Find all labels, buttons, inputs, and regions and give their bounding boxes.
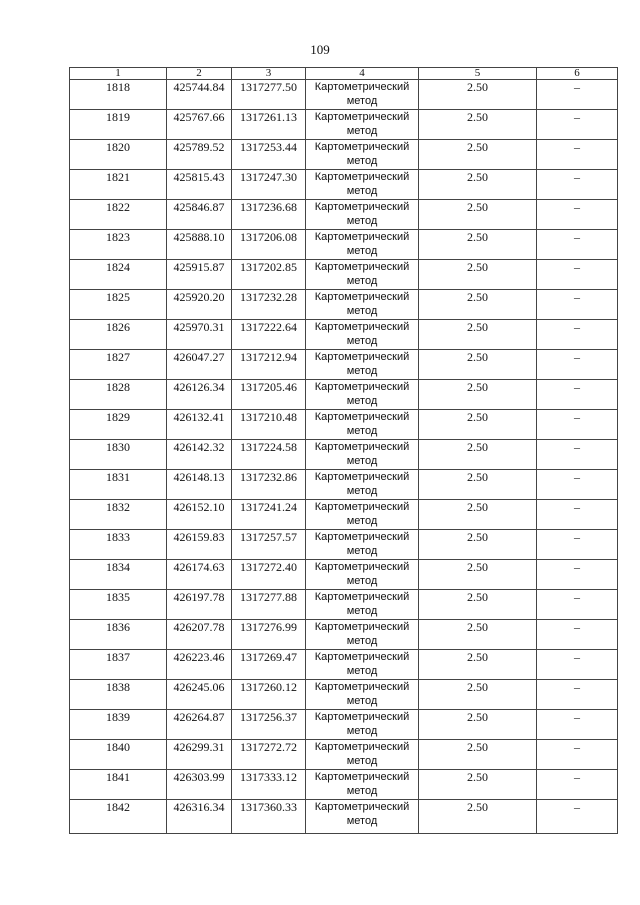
method-cell: Картометрический метод [306, 470, 419, 500]
note-cell: – [537, 260, 618, 290]
accuracy-cell: 2.50 [419, 710, 537, 740]
method-cell: Картометрический метод [306, 290, 419, 320]
note-cell: – [537, 410, 618, 440]
note-cell: – [537, 680, 618, 710]
coordinates-table [69, 67, 618, 834]
table-row [70, 320, 618, 350]
note-cell: – [537, 440, 618, 470]
accuracy-cell: 2.50 [419, 410, 537, 440]
accuracy-cell: 2.50 [419, 620, 537, 650]
accuracy-cell: 2.50 [419, 500, 537, 530]
method-cell: Картометрический метод [306, 560, 419, 590]
table-body [70, 80, 618, 834]
y-coordinate-cell: 1317224.58 [232, 440, 306, 470]
x-coordinate-cell: 426223.46 [167, 650, 232, 680]
method-cell: Картометрический метод [306, 680, 419, 710]
x-coordinate-cell: 426132.41 [167, 410, 232, 440]
y-coordinate-cell: 1317277.88 [232, 590, 306, 620]
point-number-cell: 1823 [70, 230, 167, 260]
table-row [70, 770, 618, 800]
table-row [70, 170, 618, 200]
x-coordinate-cell: 425767.66 [167, 110, 232, 140]
table-row [70, 650, 618, 680]
x-coordinate-cell: 426245.06 [167, 680, 232, 710]
point-number-cell: 1840 [70, 740, 167, 770]
x-coordinate-cell: 425888.10 [167, 230, 232, 260]
column-header: 3 [232, 68, 306, 80]
point-number-cell: 1825 [70, 290, 167, 320]
note-cell: – [537, 170, 618, 200]
x-coordinate-cell: 425915.87 [167, 260, 232, 290]
x-coordinate-cell: 425846.87 [167, 200, 232, 230]
point-number-cell: 1833 [70, 530, 167, 560]
x-coordinate-cell: 426126.34 [167, 380, 232, 410]
table-row [70, 140, 618, 170]
accuracy-cell: 2.50 [419, 110, 537, 140]
point-number-cell: 1831 [70, 470, 167, 500]
method-cell: Картометрический метод [306, 500, 419, 530]
table-row [70, 560, 618, 590]
x-coordinate-cell: 425970.31 [167, 320, 232, 350]
point-number-cell: 1841 [70, 770, 167, 800]
point-number-cell: 1838 [70, 680, 167, 710]
x-coordinate-cell: 426148.13 [167, 470, 232, 500]
method-cell: Картометрический метод [306, 440, 419, 470]
point-number-cell: 1820 [70, 140, 167, 170]
x-coordinate-cell: 426316.34 [167, 800, 232, 834]
x-coordinate-cell: 426299.31 [167, 740, 232, 770]
x-coordinate-cell: 425744.84 [167, 80, 232, 110]
method-cell: Картометрический метод [306, 650, 419, 680]
point-number-cell: 1821 [70, 170, 167, 200]
method-cell: Картометрический метод [306, 800, 419, 834]
accuracy-cell: 2.50 [419, 590, 537, 620]
y-coordinate-cell: 1317360.33 [232, 800, 306, 834]
table-row [70, 410, 618, 440]
table-row [70, 80, 618, 110]
accuracy-cell: 2.50 [419, 350, 537, 380]
y-coordinate-cell: 1317277.50 [232, 80, 306, 110]
y-coordinate-cell: 1317272.72 [232, 740, 306, 770]
note-cell: – [537, 710, 618, 740]
table-row [70, 530, 618, 560]
point-number-cell: 1832 [70, 500, 167, 530]
method-cell: Картометрический метод [306, 740, 419, 770]
note-cell: – [537, 590, 618, 620]
note-cell: – [537, 800, 618, 834]
note-cell: – [537, 560, 618, 590]
y-coordinate-cell: 1317206.08 [232, 230, 306, 260]
accuracy-cell: 2.50 [419, 80, 537, 110]
table-row [70, 710, 618, 740]
y-coordinate-cell: 1317257.57 [232, 530, 306, 560]
point-number-cell: 1836 [70, 620, 167, 650]
y-coordinate-cell: 1317260.12 [232, 680, 306, 710]
table-row [70, 230, 618, 260]
note-cell: – [537, 530, 618, 560]
y-coordinate-cell: 1317241.24 [232, 500, 306, 530]
x-coordinate-cell: 426174.63 [167, 560, 232, 590]
x-coordinate-cell: 426142.32 [167, 440, 232, 470]
method-cell: Картометрический метод [306, 710, 419, 740]
x-coordinate-cell: 426207.78 [167, 620, 232, 650]
table-row [70, 260, 618, 290]
y-coordinate-cell: 1317333.12 [232, 770, 306, 800]
point-number-cell: 1828 [70, 380, 167, 410]
x-coordinate-cell: 426047.27 [167, 350, 232, 380]
method-cell: Картометрический метод [306, 350, 419, 380]
accuracy-cell: 2.50 [419, 650, 537, 680]
point-number-cell: 1835 [70, 590, 167, 620]
x-coordinate-cell: 425815.43 [167, 170, 232, 200]
column-header: 5 [419, 68, 537, 80]
method-cell: Картометрический метод [306, 530, 419, 560]
note-cell: – [537, 500, 618, 530]
note-cell: – [537, 770, 618, 800]
point-number-cell: 1822 [70, 200, 167, 230]
note-cell: – [537, 380, 618, 410]
note-cell: – [537, 80, 618, 110]
accuracy-cell: 2.50 [419, 680, 537, 710]
point-number-cell: 1837 [70, 650, 167, 680]
y-coordinate-cell: 1317232.86 [232, 470, 306, 500]
accuracy-cell: 2.50 [419, 200, 537, 230]
column-header: 6 [537, 68, 618, 80]
y-coordinate-cell: 1317261.13 [232, 110, 306, 140]
accuracy-cell: 2.50 [419, 170, 537, 200]
y-coordinate-cell: 1317272.40 [232, 560, 306, 590]
point-number-cell: 1830 [70, 440, 167, 470]
method-cell: Картометрический метод [306, 230, 419, 260]
accuracy-cell: 2.50 [419, 530, 537, 560]
y-coordinate-cell: 1317276.99 [232, 620, 306, 650]
point-number-cell: 1819 [70, 110, 167, 140]
y-coordinate-cell: 1317212.94 [232, 350, 306, 380]
y-coordinate-cell: 1317232.28 [232, 290, 306, 320]
table-header-row [70, 68, 618, 80]
method-cell: Картометрический метод [306, 260, 419, 290]
column-header: 1 [70, 68, 167, 80]
point-number-cell: 1829 [70, 410, 167, 440]
method-cell: Картометрический метод [306, 620, 419, 650]
y-coordinate-cell: 1317256.37 [232, 710, 306, 740]
accuracy-cell: 2.50 [419, 320, 537, 350]
table-row [70, 500, 618, 530]
point-number-cell: 1834 [70, 560, 167, 590]
accuracy-cell: 2.50 [419, 380, 537, 410]
table-row [70, 620, 618, 650]
point-number-cell: 1827 [70, 350, 167, 380]
method-cell: Картометрический метод [306, 410, 419, 440]
table-row [70, 440, 618, 470]
accuracy-cell: 2.50 [419, 140, 537, 170]
note-cell: – [537, 230, 618, 260]
table-row [70, 350, 618, 380]
x-coordinate-cell: 426159.83 [167, 530, 232, 560]
point-number-cell: 1839 [70, 710, 167, 740]
x-coordinate-cell: 425920.20 [167, 290, 232, 320]
accuracy-cell: 2.50 [419, 230, 537, 260]
y-coordinate-cell: 1317269.47 [232, 650, 306, 680]
accuracy-cell: 2.50 [419, 260, 537, 290]
point-number-cell: 1818 [70, 80, 167, 110]
y-coordinate-cell: 1317253.44 [232, 140, 306, 170]
x-coordinate-cell: 425789.52 [167, 140, 232, 170]
table-row [70, 800, 618, 834]
note-cell: – [537, 620, 618, 650]
column-header: 4 [306, 68, 419, 80]
y-coordinate-cell: 1317210.48 [232, 410, 306, 440]
accuracy-cell: 2.50 [419, 470, 537, 500]
y-coordinate-cell: 1317202.85 [232, 260, 306, 290]
note-cell: – [537, 740, 618, 770]
y-coordinate-cell: 1317205.46 [232, 380, 306, 410]
method-cell: Картометрический метод [306, 590, 419, 620]
x-coordinate-cell: 426152.10 [167, 500, 232, 530]
table-row [70, 380, 618, 410]
table-row [70, 110, 618, 140]
note-cell: – [537, 320, 618, 350]
note-cell: – [537, 110, 618, 140]
note-cell: – [537, 350, 618, 380]
method-cell: Картометрический метод [306, 770, 419, 800]
column-header: 2 [167, 68, 232, 80]
table-row [70, 590, 618, 620]
method-cell: Картометрический метод [306, 170, 419, 200]
method-cell: Картометрический метод [306, 200, 419, 230]
note-cell: – [537, 650, 618, 680]
point-number-cell: 1824 [70, 260, 167, 290]
accuracy-cell: 2.50 [419, 440, 537, 470]
accuracy-cell: 2.50 [419, 770, 537, 800]
method-cell: Картометрический метод [306, 140, 419, 170]
point-number-cell: 1842 [70, 800, 167, 834]
x-coordinate-cell: 426197.78 [167, 590, 232, 620]
x-coordinate-cell: 426264.87 [167, 710, 232, 740]
method-cell: Картометрический метод [306, 380, 419, 410]
accuracy-cell: 2.50 [419, 560, 537, 590]
y-coordinate-cell: 1317247.30 [232, 170, 306, 200]
accuracy-cell: 2.50 [419, 290, 537, 320]
point-number-cell: 1826 [70, 320, 167, 350]
method-cell: Картометрический метод [306, 80, 419, 110]
accuracy-cell: 2.50 [419, 740, 537, 770]
page-number: 109 [310, 42, 330, 57]
note-cell: – [537, 140, 618, 170]
note-cell: – [537, 290, 618, 320]
table-row [70, 290, 618, 320]
y-coordinate-cell: 1317236.68 [232, 200, 306, 230]
method-cell: Картометрический метод [306, 110, 419, 140]
note-cell: – [537, 470, 618, 500]
table-row [70, 200, 618, 230]
x-coordinate-cell: 426303.99 [167, 770, 232, 800]
table-row [70, 740, 618, 770]
note-cell: – [537, 200, 618, 230]
table-row [70, 680, 618, 710]
method-cell: Картометрический метод [306, 320, 419, 350]
y-coordinate-cell: 1317222.64 [232, 320, 306, 350]
accuracy-cell: 2.50 [419, 800, 537, 834]
table-row [70, 470, 618, 500]
